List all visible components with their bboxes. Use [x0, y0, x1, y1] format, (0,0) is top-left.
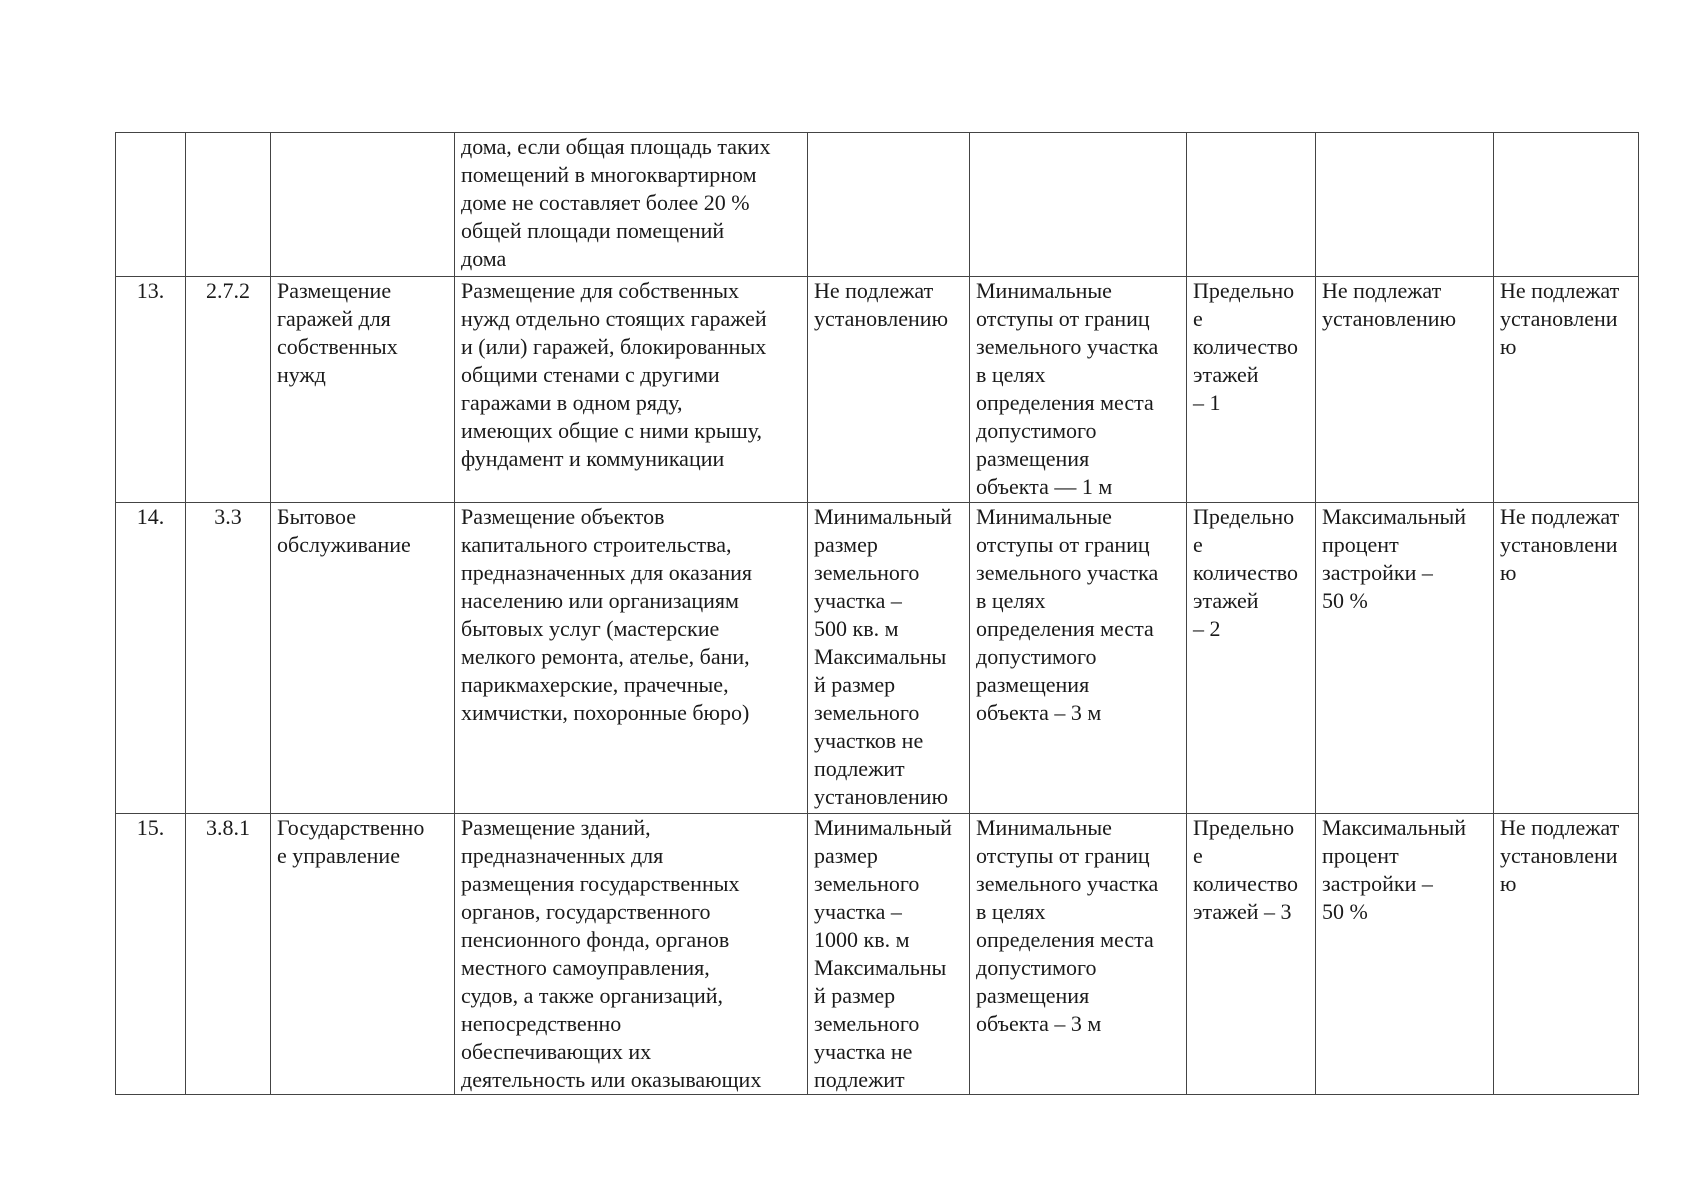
- setbacks-cell: Минимальные отступы от границ земельного участка в целях определения места допустимого размещения объекта – 3 м: [970, 814, 1187, 1095]
- coverage-cell: Максимальный процент застройки – 50 %: [1316, 503, 1494, 814]
- other-limits-cell: Не подлежат установлени ю: [1494, 277, 1639, 503]
- floors-cell: Предельно е количество этажей – 2: [1187, 503, 1316, 814]
- other-limits-cell: [1494, 133, 1639, 277]
- coverage-cell: Максимальный процент застройки – 50 %: [1316, 814, 1494, 1095]
- coverage-cell: [1316, 133, 1494, 277]
- use-name-cell: [271, 133, 455, 277]
- row-number-cell: [116, 133, 186, 277]
- use-code-cell: 3.3: [186, 503, 271, 814]
- use-description-cell: Размещение для собственных нужд отдельно стоящих гаражей и (или) гаражей, блокированных общими стенами с другими гаражами в одном ряду, имеющих общие с ними крышу, фундамент и коммуникации: [455, 277, 808, 503]
- use-description-cell: Размещение зданий, предназначенных для размещения государственных органов, государственного пенсионного фонда, органов местного самоуправления, судов, а также организаций, непосредственно обеспечивающих их деятельность или оказывающих: [455, 814, 808, 1095]
- plot-size-cell: Минимальный размер земельного участка – 500 кв. м Максимальны й размер земельного участков не подлежит установлению: [808, 503, 970, 814]
- table-row: [116, 133, 1639, 277]
- use-name-cell: Бытовое обслуживание: [271, 503, 455, 814]
- coverage-cell: Не подлежат установлению: [1316, 277, 1494, 503]
- floors-cell: Предельно е количество этажей – 3: [1187, 814, 1316, 1095]
- row-number-cell: 14.: [116, 503, 186, 814]
- document-page: [115, 132, 1638, 1092]
- zoning-regulations-table: [115, 132, 1639, 1095]
- floors-cell: [1187, 133, 1316, 277]
- table-row: [116, 277, 1639, 503]
- other-limits-cell: Не подлежат установлени ю: [1494, 503, 1639, 814]
- use-code-cell: 3.8.1: [186, 814, 271, 1095]
- row-number-cell: 15.: [116, 814, 186, 1095]
- setbacks-cell: [970, 133, 1187, 277]
- plot-size-cell: Не подлежат установлению: [808, 277, 970, 503]
- plot-size-cell: [808, 133, 970, 277]
- floors-cell: Предельно е количество этажей – 1: [1187, 277, 1316, 503]
- use-code-cell: [186, 133, 271, 277]
- use-description-cell: дома, если общая площадь таких помещений в многоквартирном доме не составляет более 20 % общей площади помещений дома: [455, 133, 808, 277]
- use-name-cell: Размещение гаражей для собственных нужд: [271, 277, 455, 503]
- use-description-cell: Размещение объектов капитального строительства, предназначенных для оказания населению или организациям бытовых услуг (мастерские мелкого ремонта, ателье, бани, парикмахерские, прачечные, химчистки, похоронные бюро): [455, 503, 808, 814]
- use-name-cell: Государственно е управление: [271, 814, 455, 1095]
- setbacks-cell: Минимальные отступы от границ земельного участка в целях определения места допустимого размещения объекта — 1 м: [970, 277, 1187, 503]
- table-row: [116, 814, 1639, 1095]
- plot-size-cell: Минимальный размер земельного участка – 1000 кв. м Максимальны й размер земельного участка не подлежит: [808, 814, 970, 1095]
- row-number-cell: 13.: [116, 277, 186, 503]
- other-limits-cell: Не подлежат установлени ю: [1494, 814, 1639, 1095]
- table-row: [116, 503, 1639, 814]
- use-code-cell: 2.7.2: [186, 277, 271, 503]
- setbacks-cell: Минимальные отступы от границ земельного участка в целях определения места допустимого размещения объекта – 3 м: [970, 503, 1187, 814]
